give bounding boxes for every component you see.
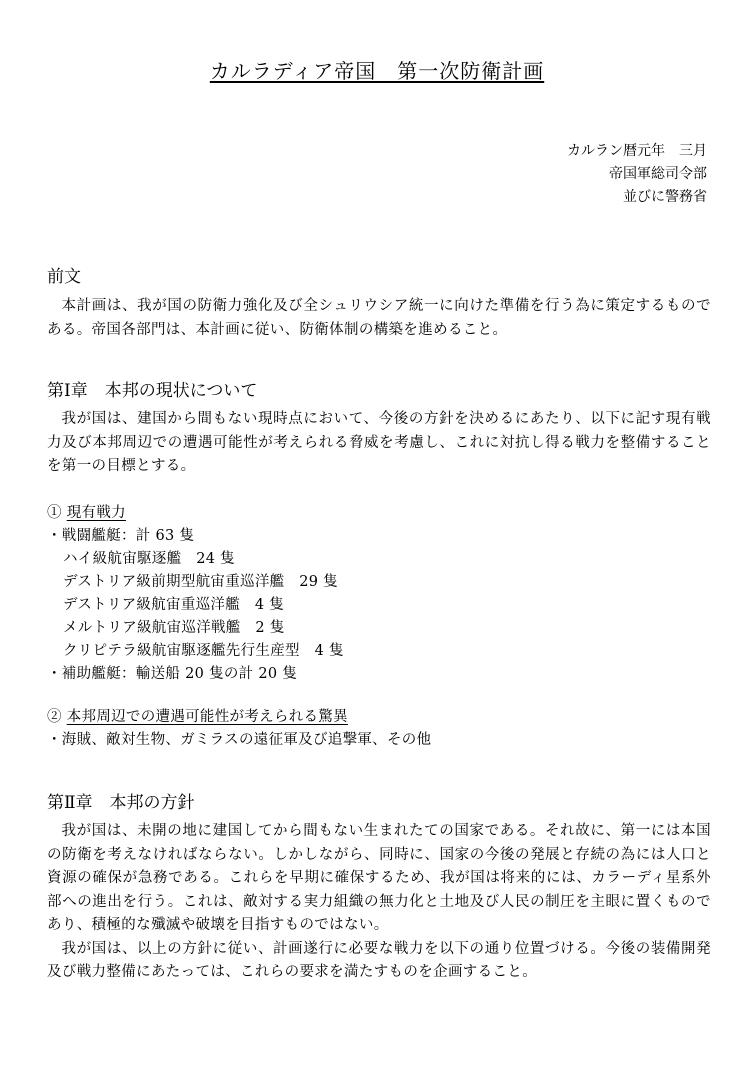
issue-date: カルラン暦元年 三月: [567, 143, 707, 159]
ship-entry: ハイ級航宙駆逐艦 24 隻: [63, 551, 235, 567]
item2-marker: ②: [47, 709, 62, 725]
chapter2-text-1: 我が国は、未開の地に建国してから間もない生まれたての国家である。それ故に、第一には本国の防衛を考えなければならない。しかしながら、同時に、国家の今後の発展と存続の為には人口と資源の確保が急務である。これらを早期に確保するため、我が国は将来的には、カラーディ星系外部への進出を行う。これは、敵対する実力組織の無力化と土地及び人民の制圧を主眼に置くものであり、積極的な殲滅や破壊を目指すものではない。: [47, 823, 711, 933]
auxiliary-ships-total: ・補助艦艇：輸送船 20 隻の計 20 隻: [47, 666, 298, 682]
threats-heading: [47, 706, 711, 729]
preface-text: 本計画は、我が国の防衛力強化及び全シュリウシア統一に向けた準備を行う為に策定するものである。帝国各部門は、本計画に従い、防衛体制の構築を進めること。: [47, 298, 711, 338]
current-forces-list: [47, 502, 711, 686]
document-title: [0, 55, 754, 84]
current-forces-heading: [47, 502, 711, 525]
preface-paragraph: [47, 295, 711, 342]
issuer-org-1: 帝国軍総司令部: [609, 166, 707, 182]
chapter2-text-2: 我が国は、以上の方針に従い、計画遂行に必要な戦力を以下の通り位置づける。今後の装備開発及び戦力整備にあたっては、これらの要求を満たすものを企画すること。: [47, 940, 711, 980]
item1-marker: ①: [47, 505, 62, 521]
item2-label: 本邦周辺での遭遇可能性が考えられる驚異: [66, 709, 348, 725]
ship-entry: クリピテラ級航宙駆逐艦先行生産型 4 隻: [63, 643, 344, 659]
chapter2-heading: 第Ⅱ章 本邦の方針: [47, 793, 195, 813]
item1-label: 現有戦力: [66, 505, 126, 521]
issuer-org-2: 並びに警務省: [623, 189, 707, 205]
chapter1-paragraph: [47, 408, 711, 479]
chapter1-text: 我が国は、建国から間もない現時点において、今後の方針を決めるにあたり、以下に記す現有戦力及び本邦周辺での遭遇可能性が考えられる脅威を考慮し、これに対抗し得る戦力を整備することを第一の目標とする。: [47, 411, 711, 474]
chapter1-heading: 第Ⅰ章 本邦の現状について: [47, 381, 258, 401]
preface-heading: 前文: [47, 267, 81, 287]
issuer-block: [567, 140, 707, 209]
combat-ships-total: ・戦闘艦艇：計 63 隻: [47, 528, 195, 544]
ship-entry: メルトリア級航宙巡洋戦艦 2 隻: [63, 620, 285, 636]
ship-entry: デストリア級前期型航宙重巡洋艦 29 隻: [63, 574, 338, 590]
ship-entry: デストリア級航宙重巡洋艦 4 隻: [63, 597, 285, 613]
threats-list: [47, 706, 711, 752]
chapter2-paragraph: [47, 820, 711, 985]
threats-text: ・海賊、敵対生物、ガミラスの遠征軍及び追撃軍、その他: [47, 732, 432, 748]
document-title-text: カルラディア帝国 第一次防衛計画: [209, 59, 545, 83]
